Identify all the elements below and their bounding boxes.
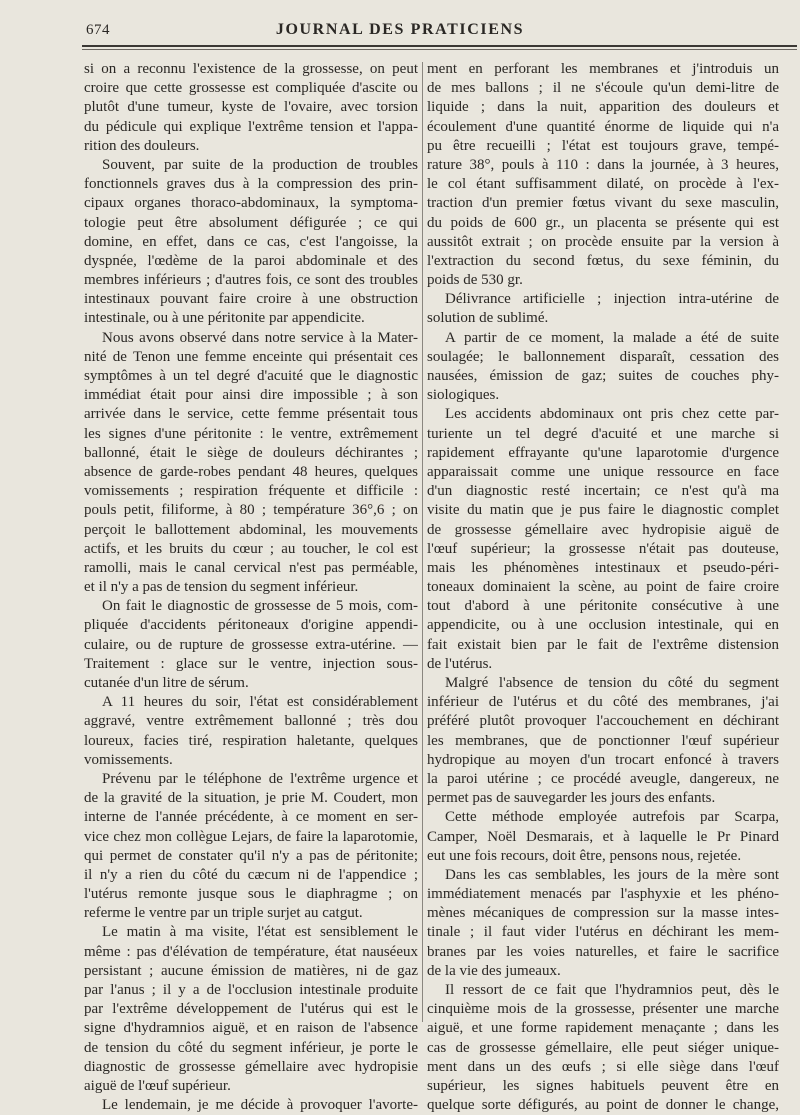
text-line: arrivée dans le service, cette femme présentait tous bbox=[84, 406, 418, 423]
text-line: referme le ventre par un triple surjet au catgut. bbox=[84, 905, 363, 922]
text-line: pliquée d'accidents péritoneaux d'origine appendi- bbox=[84, 617, 418, 634]
text-line: les signes d'une péritonite : le ventre, extrêmement bbox=[84, 425, 418, 442]
text-line: traction d'un premier fœtus vivant du sexe masculin, bbox=[427, 195, 779, 212]
text-line: Le matin à ma visite, l'état est sensiblement le bbox=[102, 924, 418, 941]
text-line: qui permet de constater qu'il n'y a pas de péritonite; bbox=[84, 847, 418, 864]
text-line: intestinaux pouvant faire croire à une obstruction bbox=[84, 291, 418, 308]
column-divider bbox=[422, 62, 423, 1022]
text-line: tologie peut être absolument défigurée ; ce qui bbox=[84, 214, 418, 231]
text-line: inférieur de l'utérus et du côté des membranes, j'ai bbox=[427, 694, 779, 711]
text-line: la paroi utérine ; ce procédé aveugle, dangereux, ne bbox=[427, 770, 779, 787]
text-line: cinquième mois de la grossesse, présenter une marche bbox=[427, 1001, 779, 1018]
text-line: apparaissait comme une unique ressource en face bbox=[427, 463, 779, 480]
text-line: de l'utérus. bbox=[427, 655, 493, 672]
text-line: Le lendemain, je me décide à provoquer l'avorte- bbox=[102, 1097, 418, 1114]
text-line: absence de garde-robes pendant 48 heures, quelques bbox=[84, 463, 418, 480]
text-line: tout d'abord à une péritonite consécutive à une bbox=[427, 598, 779, 615]
text-line: A partir de ce moment, la malade a été de suite bbox=[445, 329, 779, 346]
text-line: Souvent, par suite de la production de troubles bbox=[102, 156, 418, 173]
header-rule-thick bbox=[82, 45, 797, 47]
text-line: domine, en effet, dans ce cas, c'est l'angoisse, la bbox=[84, 233, 418, 250]
text-line: vomissements ; respiration fréquente et difficile : bbox=[84, 483, 418, 500]
text-line: turiente un tel degré d'acuité et une marche si bbox=[427, 425, 779, 442]
text-line: quelque sorte défigurés, au point de donner le change, bbox=[427, 1097, 779, 1114]
text-line: toneaux dominaient la scène, au point de faire croire bbox=[427, 579, 779, 596]
text-line: aiguë de l'œuf supérieur. bbox=[84, 1077, 231, 1094]
text-line: appendicite, ou à une occlusion intestinale, qui en bbox=[427, 617, 779, 634]
text-line: persistant ; aucune émission de matières, ni de gaz bbox=[84, 962, 418, 979]
text-line: rapidement effrayante qu'une laparotomie d'urgence bbox=[427, 444, 779, 461]
text-line: fonctionnels graves dus à la compression des prin- bbox=[84, 176, 418, 193]
text-line: si on a reconnu l'existence de la grossesse, on peut bbox=[84, 61, 418, 77]
text-line: immédiat était pour ainsi dire impossible ; à son bbox=[84, 387, 418, 404]
text-line: l'œuf supérieur; la grossesse n'était pas douteuse, bbox=[427, 540, 779, 557]
text-line: permet pas de sauvegarder les jours des enfants. bbox=[427, 790, 716, 807]
text-line: eut une fois recours, doit être, pensons nous, rejetée. bbox=[427, 847, 742, 864]
text-line: aussitôt extrait ; on procède ensuite par la version à bbox=[427, 233, 779, 250]
text-line: signe d'hydramnios aiguë, et en raison de l'absence bbox=[84, 1020, 418, 1037]
text-line: Prévenu par le téléphone de l'extrême urgence et bbox=[102, 770, 418, 787]
text-line: par l'extrême développement de l'utérus qui est le bbox=[84, 1001, 418, 1018]
left-text-column bbox=[84, 60, 418, 1115]
text-line: de tension du côté du segment inférieur, je porte le bbox=[84, 1039, 418, 1056]
text-line: loureux, facies tiré, respiration haletante, quelques bbox=[84, 732, 418, 749]
text-line: vomissements. bbox=[84, 751, 173, 768]
text-line: dyspnée, l'œdème de la paroi abdominale et des bbox=[84, 252, 418, 269]
text-line: rature 38°, pouls à 110 : dans la journée, à 3 heures, bbox=[427, 156, 779, 173]
header-rule-thin bbox=[82, 49, 797, 50]
text-line: écoulement d'une quantité énorme de liquide qui n'a bbox=[427, 118, 779, 135]
text-line: Il ressort de ce fait que l'hydramnios peut, dès le bbox=[445, 982, 779, 998]
text-line: plutôt d'une tumeur, kyste de l'ovaire, avec torsion bbox=[84, 99, 418, 116]
text-line: le col étant suffisamment dilaté, on procède à l'ex- bbox=[427, 176, 779, 193]
text-line: actifs, et les bruits du cœur ; au toucher, le col est bbox=[84, 540, 418, 557]
text-line: On fait le diagnostic de grossesse de 5 mois, com- bbox=[102, 598, 418, 615]
text-line: cutanée d'un litre de sérum. bbox=[84, 675, 249, 691]
text-line: Les accidents abdominaux ont pris chez cette par- bbox=[445, 406, 779, 423]
text-line: rition des douleurs. bbox=[84, 137, 200, 154]
text-line: du poids de 600 gr., un placenta se présente qui est bbox=[427, 214, 779, 231]
text-line: soulagée; le ballonnement disparaît, cessation des bbox=[427, 348, 779, 365]
text-line: cipaux organes thoraco-abdominaux, la symptoma- bbox=[84, 195, 418, 212]
text-line: visite du matin que je pus faire le diagnostic complet bbox=[427, 502, 779, 519]
text-line: liquide ; dans la nuit, apparition des douleurs et bbox=[427, 99, 779, 116]
text-line: membres inférieurs ; d'autres fois, ce sont des troubles bbox=[84, 272, 418, 289]
text-line: l'utérus remonte jusque sous le diaphragme ; on bbox=[84, 886, 418, 903]
text-line: hydropique au moyen d'un trocart enfoncé à travers bbox=[427, 751, 779, 768]
text-line: d'un diagnostic resté incertain; ce n'est qu'à ma bbox=[427, 483, 779, 500]
text-line: même : pas d'élévation de température, état nauséeux bbox=[84, 943, 418, 960]
text-line: du pédicule qui explique l'extrême tension et l'appa- bbox=[84, 118, 418, 135]
journal-title: JOURNAL DES PRATICIENS bbox=[275, 21, 525, 38]
text-line: l'extraction du second fœtus, du sexe féminin, du bbox=[427, 252, 779, 269]
text-line: pu être recueilli ; l'état est toujours grave, tempé- bbox=[427, 137, 779, 154]
right-text-column bbox=[427, 60, 779, 1115]
text-line: Dans les cas semblables, les jours de la mère sont bbox=[445, 866, 779, 883]
text-line: tinale ; il faut vider l'utérus en déchirant les mem- bbox=[427, 924, 779, 941]
text-line: fait existait bien par le fait de l'extrême distension bbox=[427, 636, 779, 653]
text-line: Malgré l'absence de tension du côté du segment bbox=[445, 675, 779, 691]
text-line: intestinale, ou à une péritonite par appendicite. bbox=[84, 310, 365, 327]
text-line: ramolli, mais le canal cervical n'est pas perméable, bbox=[84, 559, 418, 576]
page-header bbox=[0, 18, 800, 46]
text-line: et il n'y a pas de tension du segment inférieur. bbox=[84, 579, 359, 596]
text-line: ment en perforant les membranes et j'introduis un bbox=[427, 61, 779, 77]
text-line: ballonné, était le siège de douleurs déchirantes ; bbox=[84, 444, 418, 461]
text-line: par l'anus ; il y a de l'occlusion intestinale produite bbox=[84, 982, 418, 998]
text-line: Délivrance artificielle ; injection intra-utérine de bbox=[445, 291, 779, 308]
text-line: de la gravité de la situation, je prie M. Coudert, mon bbox=[84, 790, 418, 807]
text-line: culaire, ou de rupture de grossesse extra-utérine. — bbox=[84, 636, 418, 653]
text-line: de mes ballons ; il ne s'écoule qu'un demi-litre de bbox=[427, 80, 779, 97]
text-line: diagnostic de grossesse gémellaire avec hydropisie bbox=[84, 1058, 418, 1075]
text-line: croire que cette grossesse est compliquée d'ascite ou bbox=[84, 80, 418, 97]
text-line: Nous avons observé dans notre service à la Mater- bbox=[102, 329, 418, 346]
text-line: aiguë, et une forme rapidement menaçante ; dans les bbox=[427, 1020, 779, 1037]
text-line: immédiatement menacés par l'asphyxie et les phéno- bbox=[427, 886, 779, 903]
text-line: de grossesse gémellaire avec hydropisie aiguë de bbox=[427, 521, 779, 538]
text-line: il n'y a rien du côté du cæcum ni de l'appendice ; bbox=[84, 866, 418, 883]
text-line: interne de l'année précédente, à ce moment en ser- bbox=[84, 809, 418, 826]
text-line: vice chez mon collègue Lejars, de faire la laparotomie, bbox=[84, 828, 418, 845]
text-line: mènes mécaniques de compression sur la masse intes- bbox=[427, 905, 779, 922]
text-line: poids de 530 gr. bbox=[427, 272, 523, 289]
text-line: pouls petit, filiforme, à 80 ; température 36°,6 ; on bbox=[84, 502, 418, 519]
text-line: les membranes, que de ponctionner l'œuf supérieur bbox=[427, 732, 779, 749]
text-line: branes par les voies naturelles, et faire le sacrifice bbox=[427, 943, 779, 960]
text-line: supérieur, les signes habituels peuvent être en bbox=[427, 1077, 779, 1094]
text-line: aggravé, ventre extrêmement ballonné ; très dou bbox=[84, 713, 418, 730]
text-line: perçoit le ballottement abdominal, les mouvements bbox=[84, 521, 418, 538]
text-line: préféré plutôt provoquer l'accouchement en déchirant bbox=[427, 713, 779, 730]
text-line: mais les phénomènes intestinaux et pseudo-péri- bbox=[427, 559, 779, 576]
page-number: 674 bbox=[86, 22, 110, 38]
text-line: cas de grossesse gémellaire, elle peut siéger unique- bbox=[427, 1039, 779, 1056]
text-line: nité de Tenon une femme enceinte qui présentait ces bbox=[84, 348, 418, 365]
text-line: ment dans un des œufs ; si elle siège dans l'œuf bbox=[427, 1058, 779, 1075]
text-line: symptômes à un tel degré d'acuité que le diagnostic bbox=[84, 368, 418, 384]
text-line: Traitement : glace sur le ventre, injection sous- bbox=[84, 655, 418, 672]
text-line: nausées, émission de gaz; suites de couches phy- bbox=[427, 368, 779, 384]
text-line: Camper, Noël Desmarais, et à laquelle le Pr Pinard bbox=[427, 828, 779, 845]
text-line: solution de sublimé. bbox=[427, 310, 549, 327]
text-line: de la vie des jumeaux. bbox=[427, 962, 561, 979]
text-line: A 11 heures du soir, l'état est considérablement bbox=[102, 694, 418, 711]
text-line: Cette méthode employée autrefois par Scarpa, bbox=[445, 809, 779, 826]
text-line: siologiques. bbox=[427, 387, 500, 404]
